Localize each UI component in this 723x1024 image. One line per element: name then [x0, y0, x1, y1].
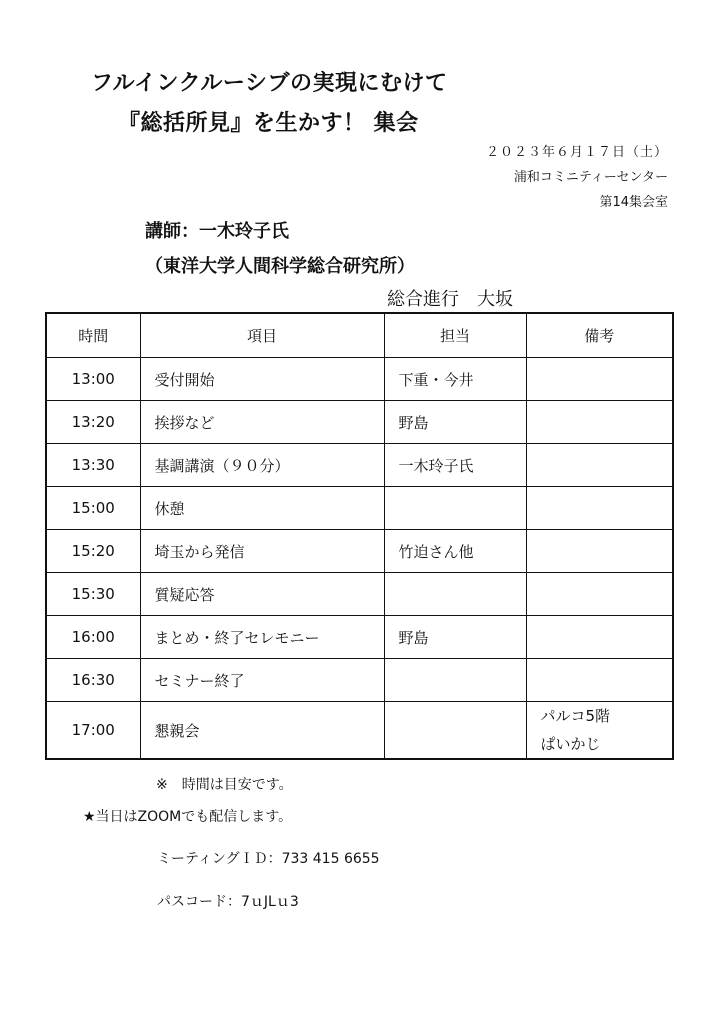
table-row [46, 487, 673, 530]
table-row [46, 702, 673, 760]
schedule-header-row [46, 313, 673, 358]
row-note [526, 659, 673, 702]
table-row [46, 358, 673, 401]
mc-label: 総合進行 大坂 [387, 289, 513, 310]
table-row [46, 616, 673, 659]
row-time: 17:00 [46, 702, 140, 760]
row-time: 16:00 [46, 616, 140, 659]
row-person [384, 702, 526, 760]
row-person: 野島 [384, 401, 526, 444]
row-person [384, 659, 526, 702]
row-time: 13:00 [46, 358, 140, 401]
row-item: 質疑応答 [140, 573, 384, 616]
row-time: 16:30 [46, 659, 140, 702]
row-person: 野島 [384, 616, 526, 659]
header-person: 担当 [384, 313, 526, 358]
schedule-table [45, 312, 674, 760]
row-person: 一木玲子氏 [384, 444, 526, 487]
table-row [46, 573, 673, 616]
row-item: 懇親会 [140, 702, 384, 760]
row-person: 下重・今井 [384, 358, 526, 401]
row-note [526, 616, 673, 659]
header-item: 項目 [140, 313, 384, 358]
lecturer-affiliation: （東洋大学人間科学総合研究所） [145, 256, 415, 277]
header-note: 備考 [526, 313, 673, 358]
row-person [384, 487, 526, 530]
time-note: ※ 時間は目安です。 [156, 777, 293, 793]
row-note [526, 702, 673, 760]
row-item: 受付開始 [140, 358, 384, 401]
note-line-1: パルコ5階 [540, 707, 611, 725]
table-row [46, 659, 673, 702]
meeting-id: ミーティングＩＤ：733 415 6655 [157, 851, 380, 867]
row-note [526, 401, 673, 444]
event-date: ２０２３年６月１７日（土） [485, 145, 668, 160]
row-item: 休憩 [140, 487, 384, 530]
table-row [46, 444, 673, 487]
lecturer-name: 講師：一木玲子氏 [145, 221, 289, 242]
zoom-notice: ★当日はZOOMでも配信します。 [83, 809, 293, 825]
event-room: 第14集会室 [599, 195, 668, 210]
row-item: セミナー終了 [140, 659, 384, 702]
row-item: 挨拶など [140, 401, 384, 444]
row-item: まとめ・終了セレモニー [140, 616, 384, 659]
row-time: 15:20 [46, 530, 140, 573]
row-time: 15:00 [46, 487, 140, 530]
row-time: 13:20 [46, 401, 140, 444]
table-row [46, 401, 673, 444]
note-line-2: ぱいかじ [540, 735, 601, 753]
passcode: パスコード：7ｕJLｕ3 [157, 894, 299, 910]
row-note [526, 444, 673, 487]
row-person: 竹迫さん他 [384, 530, 526, 573]
event-venue: 浦和コミニティーセンター [513, 170, 668, 185]
table-row [46, 530, 673, 573]
title-line-1: フルインクルーシブの実現にむけて [91, 71, 448, 96]
row-item: 基調講演（９０分） [140, 444, 384, 487]
row-item: 埼玉から発信 [140, 530, 384, 573]
row-note [526, 573, 673, 616]
header-time: 時間 [46, 313, 140, 358]
row-time: 15:30 [46, 573, 140, 616]
row-note [526, 487, 673, 530]
title-line-2: 『総括所見』を生かす！ 集会 [118, 111, 419, 136]
row-time: 13:30 [46, 444, 140, 487]
row-note [526, 358, 673, 401]
row-note [526, 530, 673, 573]
row-person [384, 573, 526, 616]
